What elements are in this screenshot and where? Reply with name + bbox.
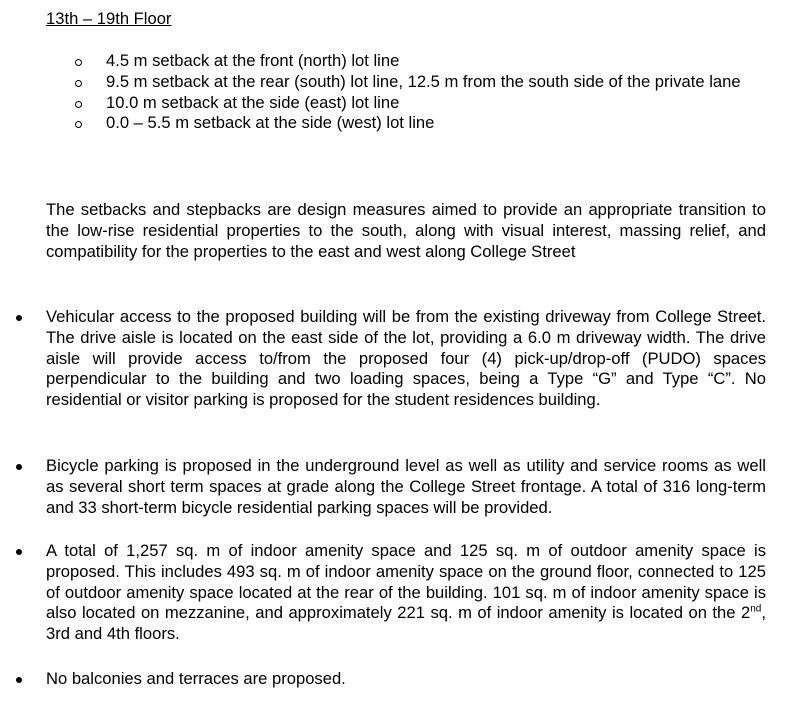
bullet-icon: [16, 464, 22, 470]
bullet-icon: [16, 549, 22, 555]
balconies-text: No balconies and terraces are proposed.: [46, 669, 346, 688]
hollow-bullet-icon: [75, 80, 82, 87]
amenity-text-part2: , 3rd and 4th floors.: [46, 603, 766, 644]
ordinal-suffix: nd: [750, 603, 762, 615]
hollow-bullet-icon: [75, 59, 82, 66]
bullet-icon: [16, 315, 22, 321]
setback-text: 9.5 m setback at the rear (south) lot line, 12.5 m from the south side of the private lane: [106, 71, 741, 91]
vehicular-access-text: Vehicular access to the proposed building will be from the existing driveway from College Street. The drive aisle is located on the east side of the lot, providing a 6.0 m driveway width. The drive aisle will provide access to/from the proposed four (4) pick-up/drop-off (PUDO) spaces perpendicular to the building and two loading spaces, being a Type “G” and Type “C”. No residential or visitor parking is proposed for the student residences building.: [46, 307, 766, 410]
setback-text: 0.0 – 5.5 m setback at the side (west) lot line: [106, 113, 435, 133]
amenity-space-text: [46, 541, 766, 645]
setback-text: 4.5 m setback at the front (north) lot line: [106, 51, 400, 70]
setbacks-rationale-paragraph: The setbacks and stepbacks are design measures aimed to provide an appropriate transition to the low-rise residential properties to the south, along with visual interest, massing relief, and compatibility for the properties to the east and west along College Street: [46, 200, 766, 261]
hollow-bullet-icon: [75, 101, 82, 108]
bullet-icon: [16, 677, 22, 683]
section-heading: 13th – 19th Floor: [46, 9, 172, 28]
amenity-text-part1: A total of 1,257 sq. m of indoor amenity space and 125 sq. m of outdoor amenity space is proposed. This includes 493 sq. m of indoor amenity space on the ground floor, connected to 125 of outdoor amenity space located at the rear of the building. 101 sq. m of indoor amenity space is also located on mezzanine, and approximately 221 sq. m of indoor amenity is located on the 2: [46, 541, 766, 623]
setback-item-front: [0, 51, 767, 72]
setback-item-west: [0, 113, 767, 134]
setback-item-east: [0, 93, 767, 114]
setback-item-rear: [0, 72, 767, 93]
setback-text: 10.0 m setback at the side (east) lot line: [106, 92, 400, 112]
setback-list: [0, 51, 799, 134]
bicycle-parking-text: Bicycle parking is proposed in the underground level as well as utility and service rooms as well as several short term spaces at grade along the College Street frontage. A total of 316 long-term and 33 short-term bicycle residential parking spaces will be provided.: [46, 456, 766, 517]
hollow-bullet-icon: [75, 121, 82, 128]
